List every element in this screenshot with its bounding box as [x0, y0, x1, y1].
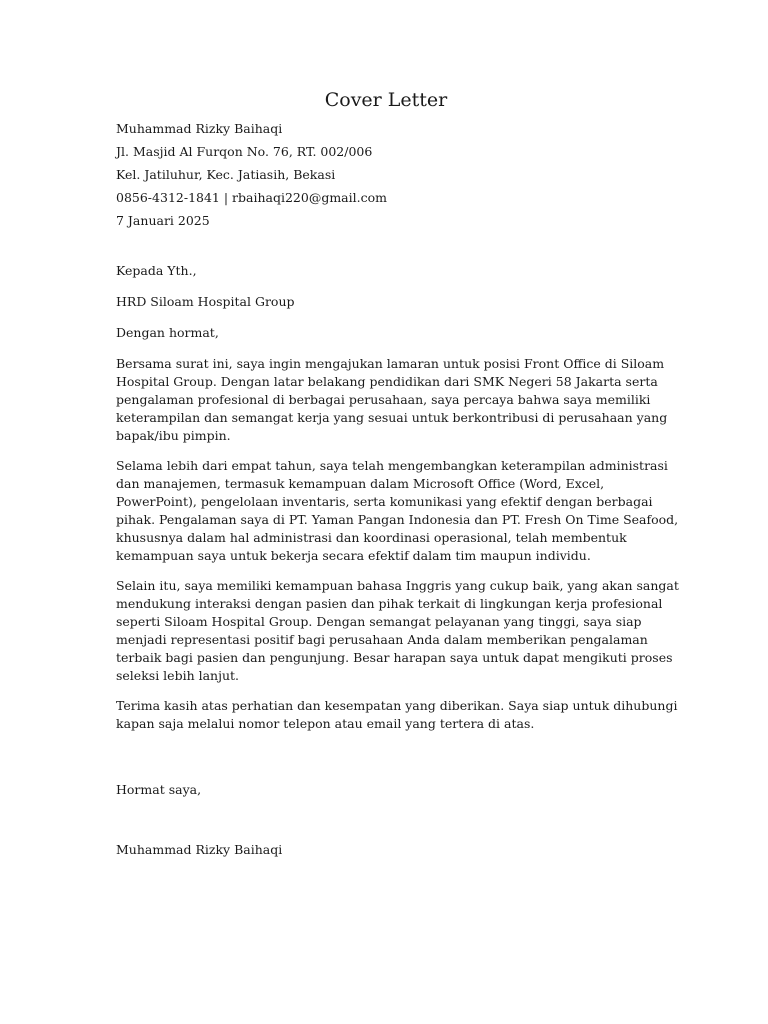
- paragraph-3: [116, 577, 679, 685]
- paragraph-line: kemampuan saya untuk bekerja secara efektif dalam tim maupun individu.: [116, 548, 591, 563]
- paragraph-line: menjadi representasi positif bagi perusahaan Anda dalam memberikan pengalaman: [116, 632, 648, 647]
- paragraph-line: terbaik bagi pasien dan pengunjung. Besar harapan saya untuk dapat mengikuti proses: [116, 650, 673, 665]
- paragraph-line: pengalaman profesional di berbagai perusahaan, saya percaya bahwa saya memiliki: [116, 392, 651, 407]
- paragraph-4: [116, 697, 678, 733]
- paragraph-line: khususnya dalam hal administrasi dan koordinasi operasional, telah membentuk: [116, 530, 627, 545]
- signature-name: Muhammad Rizky Baihaqi: [116, 842, 283, 857]
- paragraph-line: Hospital Group. Dengan latar belakang pendidikan dari SMK Negeri 58 Jakarta serta: [116, 374, 658, 389]
- sender-block: [116, 117, 656, 232]
- recipient: HRD Siloam Hospital Group: [116, 294, 295, 309]
- paragraph-2: [116, 457, 679, 565]
- paragraph-line: Selama lebih dari empat tahun, saya telah mengembangkan keterampilan administrasi: [116, 458, 668, 473]
- paragraph-line: Selain itu, saya memiliki kemampuan bahasa Inggris yang cukup baik, yang akan sangat: [116, 578, 679, 593]
- paragraph-line: seleksi lebih lanjut.: [116, 668, 240, 683]
- paragraph-line: Terima kasih atas perhatian dan kesempatan yang diberikan. Saya siap untuk dihubungi: [116, 698, 678, 713]
- paragraph-line: dan manajemen, termasuk kemampuan dalam Microsoft Office (Word, Excel,: [116, 476, 605, 491]
- closing: Hormat saya,: [116, 782, 202, 797]
- paragraph-line: bapak/ibu pimpin.: [116, 428, 231, 443]
- paragraph-line: PowerPoint), pengelolaan inventaris, serta komunikasi yang efektif dengan berbagai: [116, 494, 653, 509]
- paragraph-line: mendukung interaksi dengan pasien dan pihak terkait di lingkungan kerja profesional: [116, 596, 663, 611]
- sender-contact: 0856-4312-1841 | rbaihaqi220@gmail.com: [116, 190, 387, 205]
- paragraph-line: Bersama surat ini, saya ingin mengajukan lamaran untuk posisi Front Office di Siloam: [116, 356, 665, 371]
- letter-date: 7 Januari 2025: [116, 213, 210, 228]
- paragraph-line: keterampilan dan semangat kerja yang sesuai untuk berkontribusi di perusahaan yang: [116, 410, 668, 425]
- document-title: Cover Letter: [324, 89, 448, 111]
- sender-name: Muhammad Rizky Baihaqi: [116, 121, 283, 136]
- sender-address-line2: Kel. Jatiluhur, Kec. Jatiasih, Bekasi: [116, 167, 336, 182]
- paragraph-1: [116, 355, 668, 445]
- recipient-prefix: Kepada Yth.,: [116, 263, 197, 278]
- paragraph-line: kapan saja melalui nomor telepon atau email yang tertera di atas.: [116, 716, 535, 731]
- paragraph-line: pihak. Pengalaman saya di PT. Yaman Pangan Indonesia dan PT. Fresh On Time Seafood,: [116, 512, 679, 527]
- sender-address-line1: Jl. Masjid Al Furqon No. 76, RT. 002/006: [116, 144, 373, 159]
- salutation: Dengan hormat,: [116, 325, 219, 340]
- letter-body: [116, 88, 679, 745]
- paragraph-line: seperti Siloam Hospital Group. Dengan semangat pelayanan yang tinggi, saya siap: [116, 614, 642, 629]
